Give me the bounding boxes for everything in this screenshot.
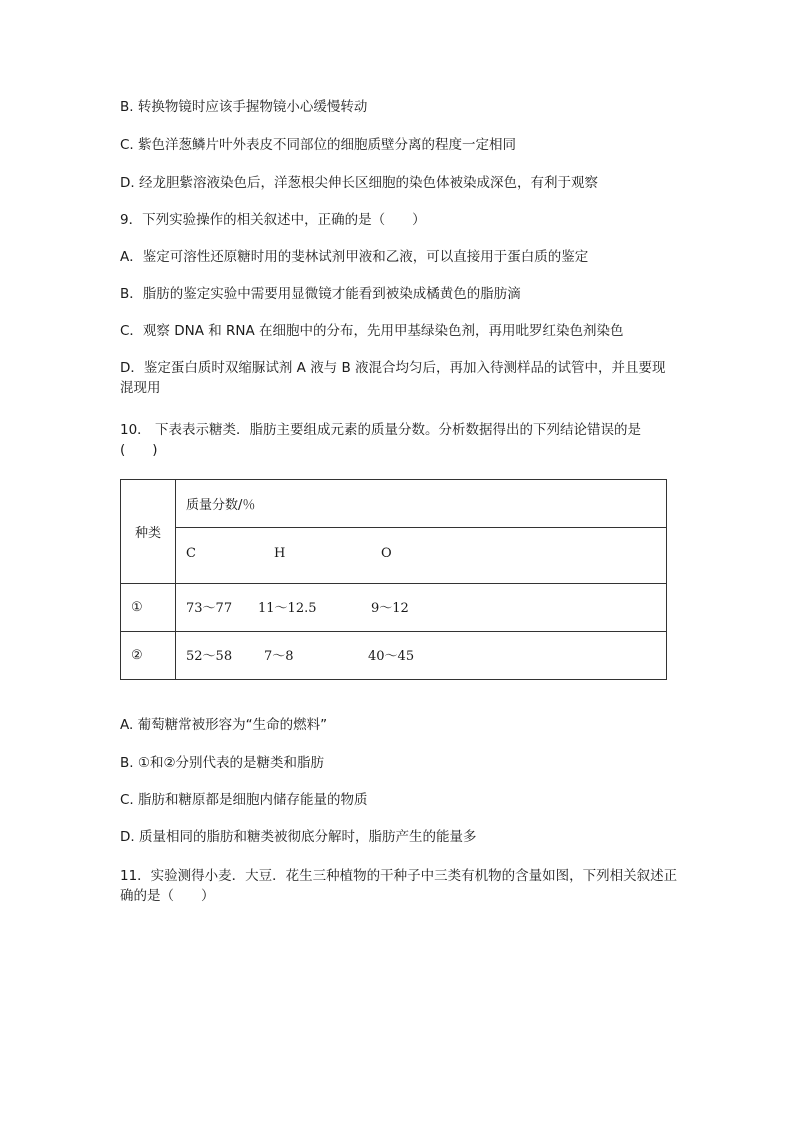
table-row-kind: ② [121, 632, 176, 680]
q8-option-b: B. 转换物镜时应该手握物镜小心缓慢转动 [120, 99, 368, 115]
q10-option-b: B. ①和②分别代表的是糖类和脂肪 [120, 755, 325, 771]
q11-stem: 11．实验测得小麦．大豆．花生三种植物的干种子中三类有机物的含量如图，下列相关叙述正确的是（ ） [120, 868, 678, 904]
q9-option-a: A．鉴定可溶性还原糖时用的斐林试剂甲液和乙液，可以直接用于蛋白质的鉴定 [120, 249, 589, 265]
q10-option-d: D. 质量相同的脂肪和糖类被彻底分解时，脂肪产生的能量多 [120, 829, 477, 845]
table-row-kind: ① [121, 584, 176, 632]
q9-option-d: D．鉴定蛋白质时双缩脲试剂 A 液与 B 液混合均匀后，再加入待测样品的试管中，并且要现混现用 [120, 360, 666, 396]
q10-stem: 10． 下表表示糖类．脂肪主要组成元素的质量分数。分析数据得出的下列结论错误的是( ) [120, 422, 641, 458]
q9-option-b: B．脂肪的鉴定实验中需要用显微镜才能看到被染成橘黄色的脂肪滴 [120, 286, 521, 302]
table-element-header-row [176, 528, 667, 584]
table-mass-header: 质量分数/％ [176, 480, 667, 528]
table-col-o: O [381, 546, 392, 561]
table-row [121, 584, 667, 632]
q9-stem: 9．下列实验操作的相关叙述中，正确的是（ ） [120, 212, 426, 228]
table-cell: 40～45 [368, 649, 415, 664]
table-cell: 73～77 [186, 601, 233, 616]
table-col-c: C [186, 546, 196, 561]
q10-option-a: A. 葡萄糖常被形容为“生命的燃料” [120, 717, 328, 733]
q9-option-c: C．观察 DNA 和 RNA 在细胞中的分布，先用甲基绿染色剂，再用吡罗红染色剂染色 [120, 323, 624, 339]
table-cell: 7～8 [264, 649, 294, 664]
q8-option-d: D. 经龙胆紫溶液染色后，洋葱根尖伸长区细胞的染色体被染成深色，有利于观察 [120, 175, 598, 191]
table-cell: 11～12.5 [258, 601, 317, 616]
q10-option-c: C. 脂肪和糖原都是细胞内储存能量的物质 [120, 792, 368, 808]
table-cell: 9～12 [371, 601, 409, 616]
table-col-h: H [274, 546, 286, 561]
element-mass-table [120, 479, 667, 680]
table-kind-header: 种类 [121, 480, 176, 584]
table-row [121, 632, 667, 680]
table-cell: 52～58 [186, 649, 233, 664]
q8-option-c: C. 紫色洋葱鳞片叶外表皮不同部位的细胞质壁分离的程度一定相同 [120, 137, 517, 153]
